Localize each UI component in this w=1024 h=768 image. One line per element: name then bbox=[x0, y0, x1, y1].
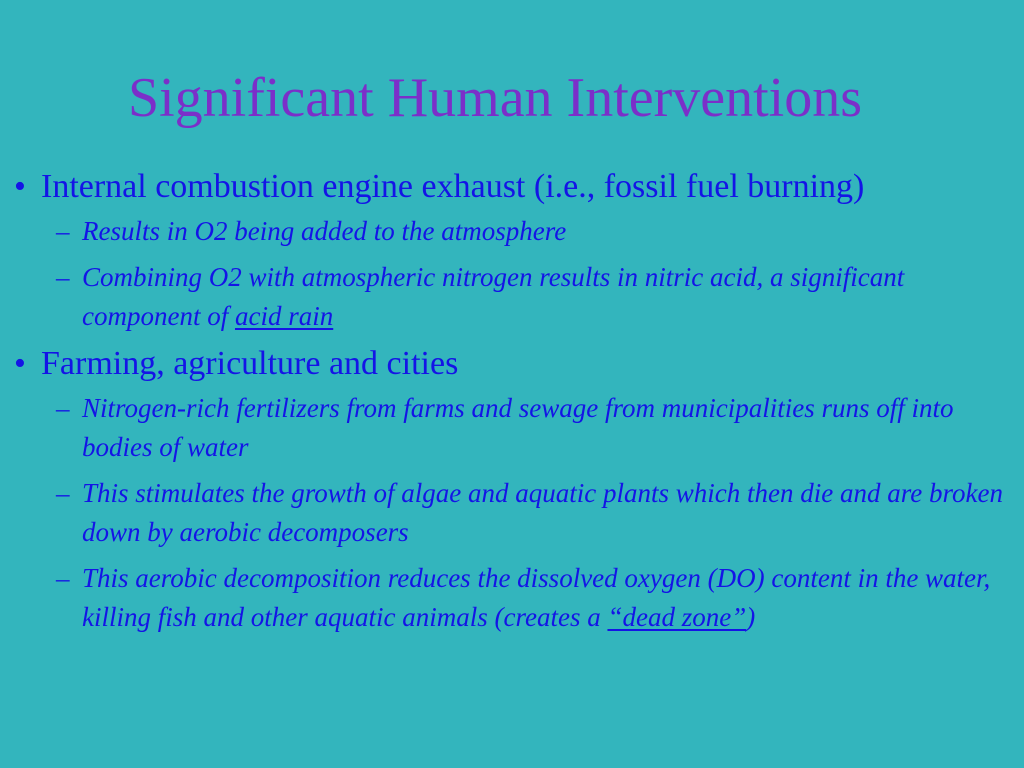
dash-icon: – bbox=[56, 216, 70, 246]
slide-title: Significant Human Interventions bbox=[127, 67, 863, 129]
dash-icon: – bbox=[56, 478, 70, 508]
bullet-icon: • bbox=[14, 168, 26, 205]
sub-bullet-item bbox=[41, 474, 1004, 552]
sub-bullet-text: This aerobic decomposition reduces the dissolved oxygen (DO) content in the water, killing fish and other aquatic animals (creates a bbox=[82, 563, 991, 632]
dash-icon: – bbox=[56, 563, 70, 593]
dead-zone-link[interactable]: “dead zone” bbox=[607, 602, 747, 632]
sub-bullet-item bbox=[41, 212, 1004, 251]
sub-bullet-item bbox=[41, 389, 1004, 467]
dash-icon: – bbox=[56, 393, 70, 423]
sub-bullet-text: Combining O2 with atmospheric nitrogen results in nitric acid, a significant component of bbox=[82, 262, 905, 331]
bullet-text: Farming, agriculture and cities bbox=[41, 345, 459, 382]
acid-rain-link[interactable]: acid rain bbox=[234, 301, 334, 331]
bullet-list bbox=[14, 166, 1004, 637]
sub-bullet-text: This stimulates the growth of algae and aquatic plants which then die and are broken down by aerobic decomposers bbox=[82, 478, 1003, 547]
bullet-item-combustion bbox=[14, 166, 1004, 336]
sub-bullet-list bbox=[41, 212, 1004, 336]
sub-bullet-text: Nitrogen-rich fertilizers from farms and sewage from municipalities runs off into bodies of water bbox=[82, 393, 954, 462]
sub-bullet-list bbox=[41, 389, 1004, 637]
bullet-item-farming bbox=[14, 343, 1004, 637]
sub-bullet-text-end: ) bbox=[746, 602, 756, 632]
sub-bullet-item bbox=[41, 559, 1004, 637]
bullet-icon: • bbox=[14, 345, 26, 382]
sub-bullet-text: Results in O2 being added to the atmosphere bbox=[82, 216, 567, 246]
dash-icon: – bbox=[56, 262, 70, 292]
slide-content bbox=[14, 166, 1004, 644]
sub-bullet-item bbox=[41, 258, 1004, 336]
bullet-text: Internal combustion engine exhaust (i.e., fossil fuel burning) bbox=[41, 168, 865, 205]
